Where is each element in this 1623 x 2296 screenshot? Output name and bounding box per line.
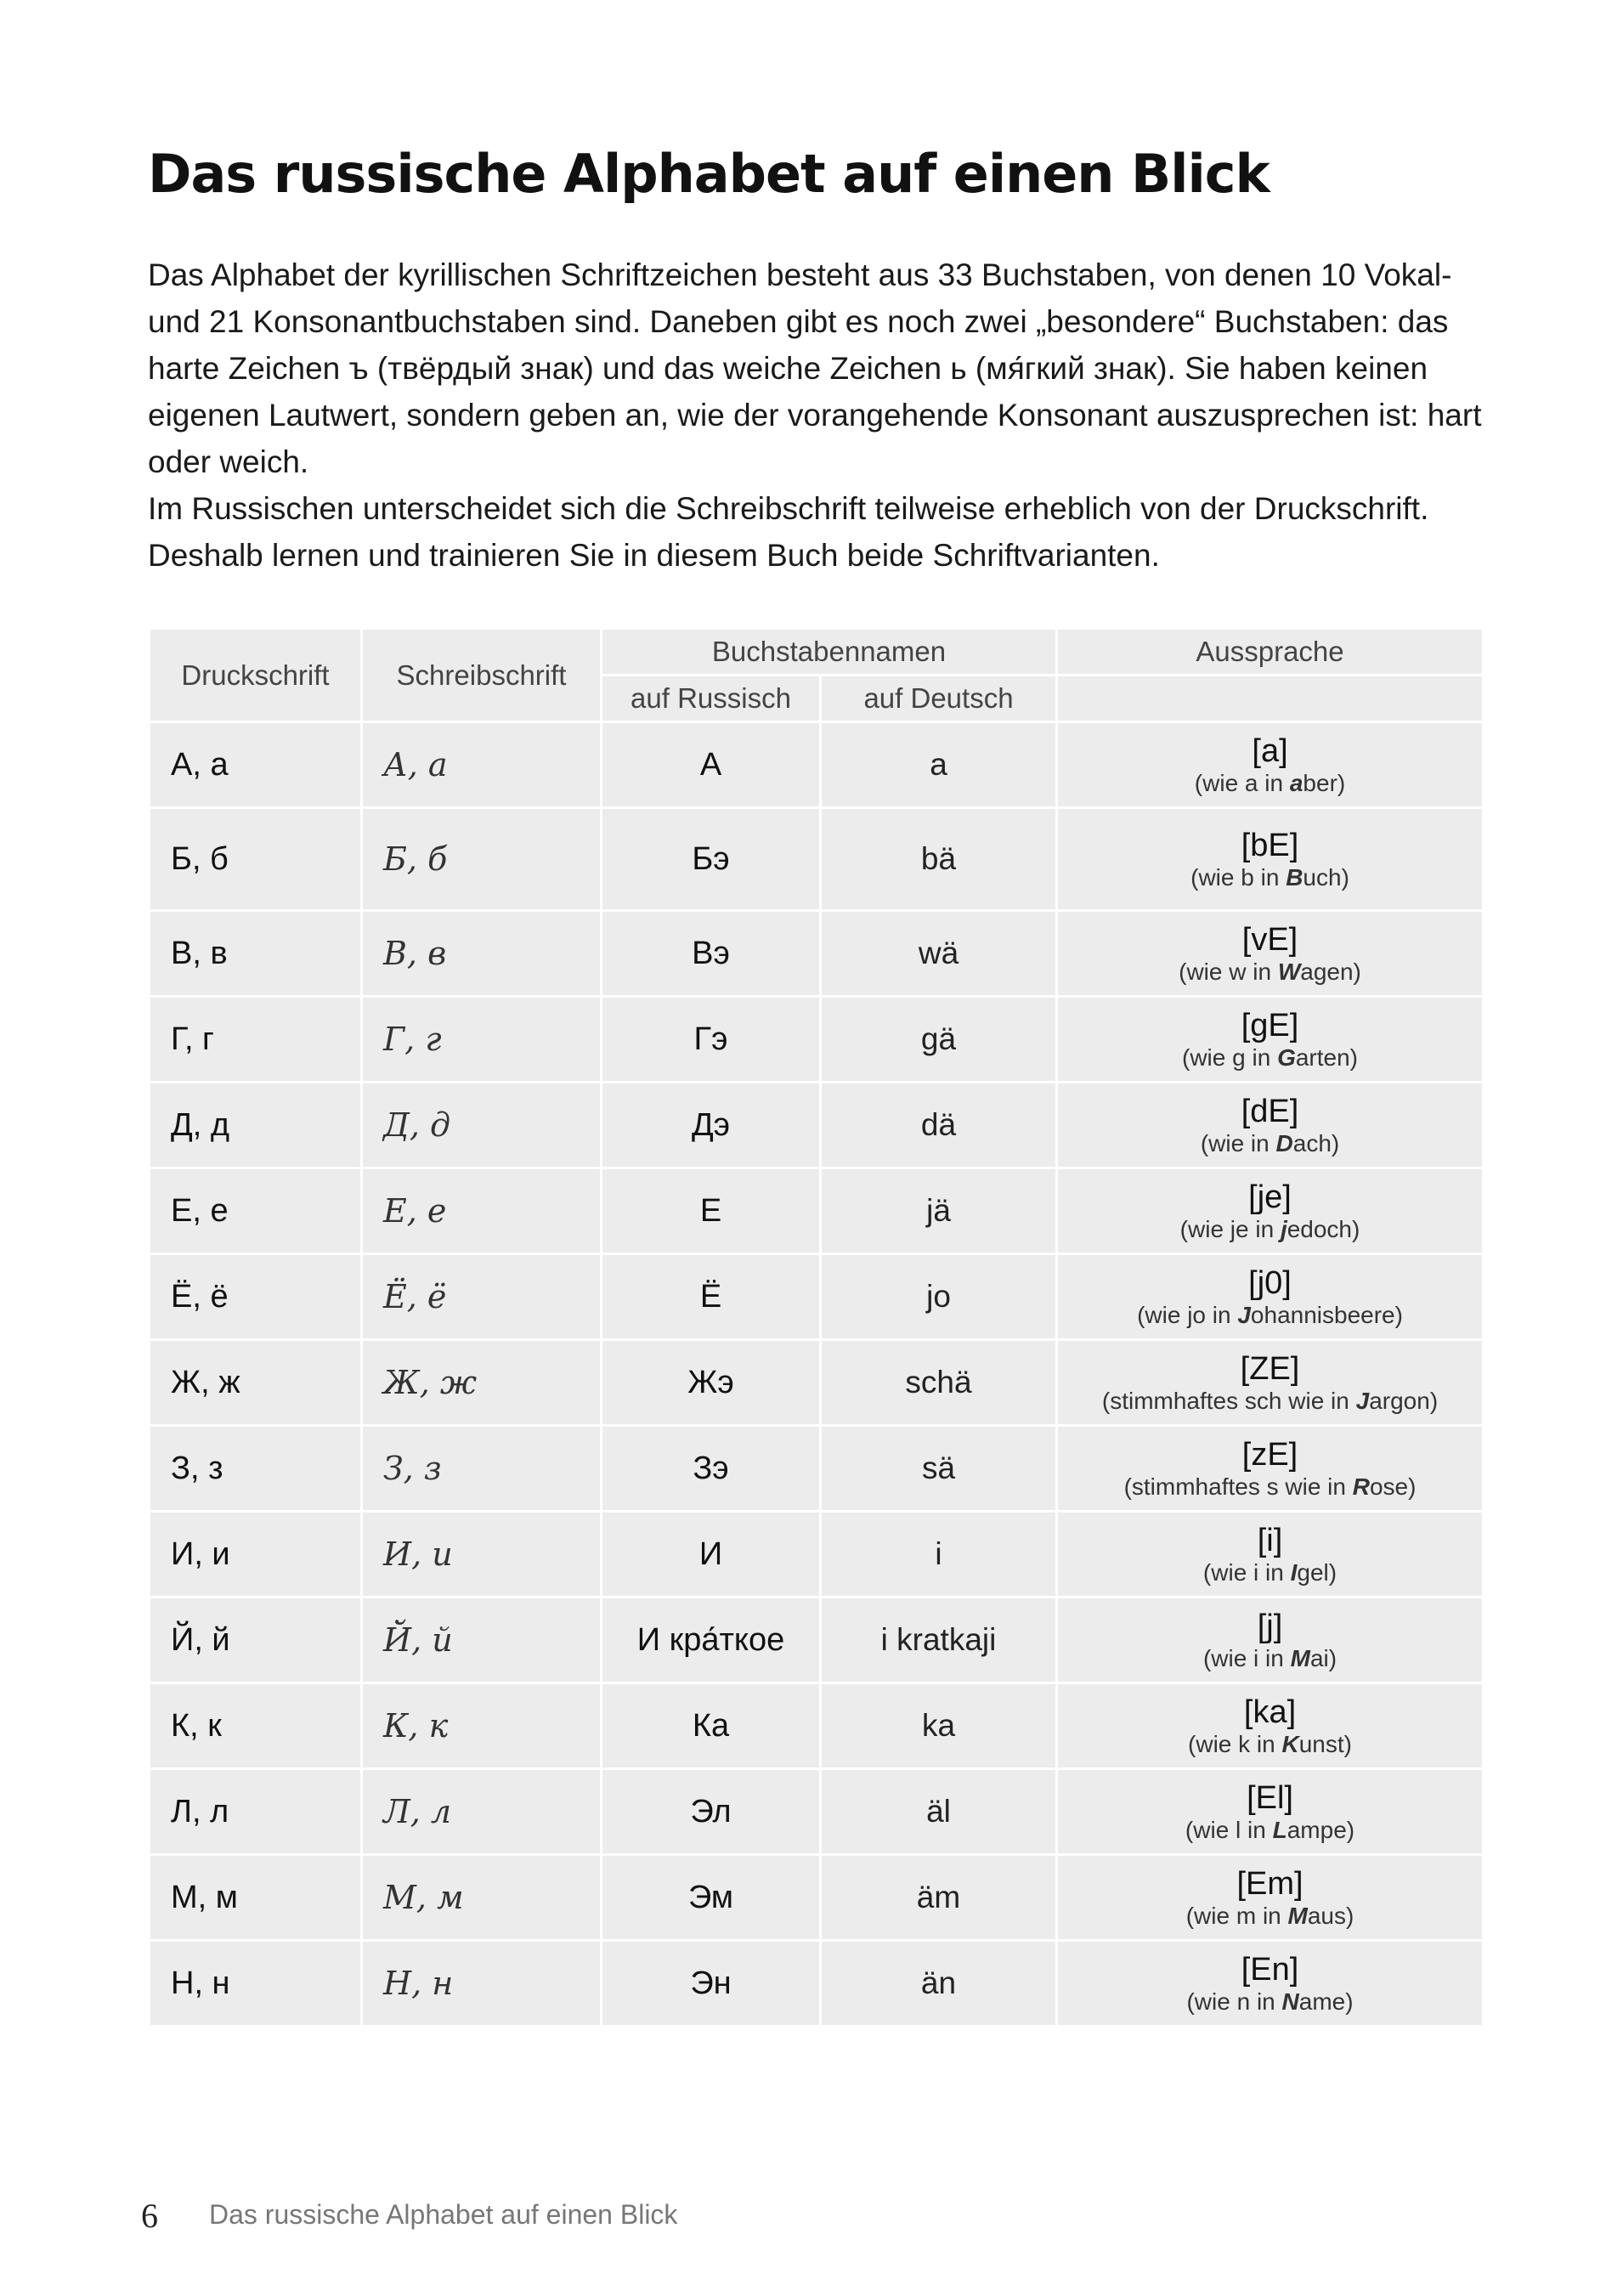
hint-bold-letter: J <box>1355 1388 1370 1414</box>
pronunciation-ipa: [Em] <box>1236 1866 1303 1902</box>
hint-bold-letter: M <box>1290 1645 1310 1671</box>
hint-bold-letter: J <box>1237 1302 1251 1328</box>
script-letter: М, м <box>362 1855 602 1941</box>
header-letter-names: Buchstabennamen <box>602 629 1057 676</box>
hint-text: gel) <box>1297 1559 1337 1586</box>
script-letter: Н, н <box>362 1941 602 2027</box>
pronunciation-hint <box>1058 1645 1482 1672</box>
pronunciation-ipa: [En] <box>1241 1952 1299 1988</box>
pronunciation-cell <box>1057 808 1484 911</box>
pronunciation-hint <box>1058 864 1482 891</box>
pronunciation-hint <box>1058 1903 1482 1930</box>
name-german: äm <box>821 1855 1057 1941</box>
table-row <box>150 808 1484 911</box>
table-row <box>150 1855 1484 1941</box>
name-russian: Эл <box>602 1769 821 1855</box>
print-letter: З, з <box>150 1426 362 1512</box>
print-letter: Г, г <box>150 997 362 1083</box>
name-russian: Ё <box>602 1254 821 1340</box>
hint-text: ampe) <box>1287 1817 1355 1843</box>
hint-text: (wie a in <box>1194 770 1290 796</box>
hint-text: (wie i in <box>1202 1559 1291 1586</box>
script-letter: Д, д <box>362 1083 602 1168</box>
table-row <box>150 1769 1484 1855</box>
name-german: dä <box>821 1083 1057 1168</box>
print-letter: Ё, ё <box>150 1254 362 1340</box>
script-letter: Л, л <box>362 1769 602 1855</box>
hint-text: arten) <box>1295 1044 1358 1071</box>
name-russian: Эн <box>602 1941 821 2027</box>
alphabet-table <box>148 627 1484 2027</box>
table-row <box>150 1941 1484 2027</box>
pronunciation-ipa: [je] <box>1248 1179 1292 1215</box>
script-letter: А, а <box>362 722 602 808</box>
pronunciation-hint <box>1058 1044 1482 1072</box>
print-letter: В, в <box>150 911 362 997</box>
pronunciation-ipa: [gE] <box>1241 1008 1299 1043</box>
print-letter: Е, е <box>150 1168 362 1254</box>
print-letter: Б, б <box>150 808 362 911</box>
table-row <box>150 1254 1484 1340</box>
hint-text: uch) <box>1303 864 1349 891</box>
pronunciation-cell <box>1057 1512 1484 1598</box>
hard-sign-term: ъ (твёрдый знак) <box>348 351 594 386</box>
pronunciation-ipa: [El] <box>1247 1780 1293 1816</box>
pronunciation-cell <box>1057 1598 1484 1683</box>
intro-text-part: Das Alphabet der kyrillischen Schriftzeichen besteht aus 33 Buchstaben, von denen 10 Vokal- und 21 Konsonantbuchstaben sind. Daneben gibt es noch zwei „besondere“ Buchstaben: das harte Zeichen <box>148 257 1452 386</box>
hint-bold-letter: j <box>1280 1216 1287 1242</box>
name-russian: Е <box>602 1168 821 1254</box>
script-letter: И, и <box>362 1512 602 1598</box>
print-letter: Д, д <box>150 1083 362 1168</box>
name-russian: А <box>602 722 821 808</box>
print-letter: К, к <box>150 1683 362 1769</box>
pronunciation-cell <box>1057 1769 1484 1855</box>
print-letter: Л, л <box>150 1769 362 1855</box>
hint-text: agen) <box>1300 959 1361 985</box>
hint-text: (wie je in <box>1179 1216 1281 1242</box>
hint-bold-letter: I <box>1290 1559 1298 1586</box>
hint-text: (stimmhaftes sch wie in <box>1101 1388 1356 1414</box>
hint-bold-letter: K <box>1281 1731 1299 1757</box>
name-german: äl <box>821 1769 1057 1855</box>
hint-text: (wie in <box>1200 1130 1276 1156</box>
name-german: jä <box>821 1168 1057 1254</box>
name-german: wä <box>821 911 1057 997</box>
name-german: gä <box>821 997 1057 1083</box>
name-german: schä <box>821 1340 1057 1426</box>
pronunciation-cell <box>1057 911 1484 997</box>
pronunciation-cell <box>1057 1083 1484 1168</box>
name-russian: Вэ <box>602 911 821 997</box>
print-letter: А, а <box>150 722 362 808</box>
table-row <box>150 1598 1484 1683</box>
table-row <box>150 911 1484 997</box>
pronunciation-hint <box>1058 959 1482 986</box>
pronunciation-cell <box>1057 1168 1484 1254</box>
hint-text: ai) <box>1309 1645 1337 1671</box>
pronunciation-cell <box>1057 722 1484 808</box>
table-row <box>150 1683 1484 1769</box>
header-print: Druckschrift <box>150 629 362 722</box>
table-row <box>150 997 1484 1083</box>
pronunciation-hint <box>1058 1731 1482 1758</box>
pronunciation-hint <box>1058 1216 1482 1243</box>
name-russian: Жэ <box>602 1340 821 1426</box>
name-german: sä <box>821 1426 1057 1512</box>
pronunciation-hint <box>1058 1302 1482 1329</box>
pronunciation-hint <box>1058 1388 1482 1415</box>
hint-text: (wie g in <box>1182 1044 1278 1071</box>
page-number: 6 <box>141 2197 158 2235</box>
hint-bold-letter: R <box>1352 1473 1370 1500</box>
name-german: jo <box>821 1254 1057 1340</box>
print-letter: И, и <box>150 1512 362 1598</box>
script-letter: Е, е <box>362 1168 602 1254</box>
hint-text: (wie l in <box>1185 1817 1273 1843</box>
pronunciation-cell <box>1057 1340 1484 1426</box>
name-russian: Бэ <box>602 808 821 911</box>
intro-paragraph-2: Im Russischen unterscheidet sich die Schreibschrift teilweise erheblich von der Druckschrift. Deshalb lernen und trainieren Sie in diesem Buch beide Schriftvarianten. <box>148 491 1429 573</box>
intro-text <box>148 252 1507 579</box>
name-german: a <box>821 722 1057 808</box>
pronunciation-cell <box>1057 997 1484 1083</box>
pronunciation-ipa: [i] <box>1257 1523 1283 1558</box>
intro-paragraph-1 <box>148 252 1507 485</box>
print-letter: Ж, ж <box>150 1340 362 1426</box>
pronunciation-ipa: [a] <box>1252 733 1288 769</box>
hint-text: (wie w in <box>1179 959 1278 985</box>
pronunciation-ipa: [j] <box>1257 1609 1283 1644</box>
header-script: Schreibschrift <box>362 629 602 722</box>
intro-text-part: . Sie haben keinen eigenen Lautwert, sondern geben an, wie der vorangehende Konsonant auszusprechen ist: hart oder weich. <box>148 351 1482 479</box>
hint-bold-letter: M <box>1287 1903 1308 1929</box>
hint-text: (wie jo in <box>1137 1302 1238 1328</box>
pronunciation-ipa: [vE] <box>1241 922 1298 958</box>
running-head: Das russische Alphabet auf einen Blick <box>209 2199 678 2230</box>
hint-text: argon) <box>1369 1388 1439 1414</box>
table-row <box>150 1512 1484 1598</box>
name-russian: Гэ <box>602 997 821 1083</box>
hint-text: ose) <box>1369 1473 1417 1500</box>
name-russian: Эм <box>602 1855 821 1941</box>
name-german: ka <box>821 1683 1057 1769</box>
pronunciation-ipa: [dE] <box>1241 1094 1299 1129</box>
name-russian: Зэ <box>602 1426 821 1512</box>
header-pronunciation: Aussprache <box>1057 629 1484 676</box>
header-german: auf Deutsch <box>821 676 1057 722</box>
hint-text: edoch) <box>1287 1216 1360 1242</box>
script-letter: Ё, ё <box>362 1254 602 1340</box>
hint-bold-letter: N <box>1281 1988 1299 2015</box>
hint-text: ber) <box>1303 770 1346 796</box>
name-russian: И <box>602 1512 821 1598</box>
pronunciation-ipa: [zE] <box>1241 1437 1298 1473</box>
print-letter: Н, н <box>150 1941 362 2027</box>
script-letter: Б, б <box>362 808 602 911</box>
name-german: bä <box>821 808 1057 911</box>
header-russian: auf Russisch <box>602 676 821 722</box>
name-german: i <box>821 1512 1057 1598</box>
hint-text: unst) <box>1298 1731 1352 1757</box>
page-title: Das russische Alphabet auf einen Blick <box>148 143 1270 205</box>
hint-text: ach) <box>1292 1130 1340 1156</box>
pronunciation-hint <box>1058 1559 1482 1586</box>
hint-text: (stimmhaftes s wie in <box>1123 1473 1353 1500</box>
script-letter: В, в <box>362 911 602 997</box>
print-letter: М, м <box>150 1855 362 1941</box>
pronunciation-cell <box>1057 1941 1484 2027</box>
table-row <box>150 1168 1484 1254</box>
hint-text: aus) <box>1307 1903 1354 1929</box>
name-russian: И кра́ткое <box>602 1598 821 1683</box>
pronunciation-hint <box>1058 1988 1482 2016</box>
soft-sign-term: ь (мя́гкий знак) <box>950 351 1168 386</box>
header-pronunciation-blank <box>1057 676 1484 722</box>
pronunciation-ipa: [ka] <box>1243 1694 1297 1730</box>
name-german: i kratkaji <box>821 1598 1057 1683</box>
pronunciation-hint <box>1058 1473 1482 1501</box>
name-russian: Дэ <box>602 1083 821 1168</box>
pronunciation-cell <box>1057 1683 1484 1769</box>
hint-text: (wie n in <box>1186 1988 1282 2015</box>
hint-bold-letter: G <box>1277 1044 1296 1071</box>
intro-text-part: und das weiche Zeichen <box>593 351 951 386</box>
name-russian: Ка <box>602 1683 821 1769</box>
hint-bold-letter: L <box>1272 1817 1287 1843</box>
pronunciation-ipa: [j0] <box>1248 1265 1292 1301</box>
table-row <box>150 1083 1484 1168</box>
pronunciation-cell <box>1057 1855 1484 1941</box>
hint-bold-letter: W <box>1277 959 1301 985</box>
script-letter: Г, г <box>362 997 602 1083</box>
hint-bold-letter: B <box>1286 864 1303 891</box>
script-letter: Й, й <box>362 1598 602 1683</box>
pronunciation-cell <box>1057 1426 1484 1512</box>
hint-text: (wie b in <box>1190 864 1287 891</box>
print-letter: Й, й <box>150 1598 362 1683</box>
table-row <box>150 1426 1484 1512</box>
table-row <box>150 1340 1484 1426</box>
pronunciation-ipa: [ZE] <box>1240 1351 1300 1387</box>
pronunciation-hint <box>1058 1817 1482 1844</box>
script-letter: Ж, ж <box>362 1340 602 1426</box>
script-letter: З, з <box>362 1426 602 1512</box>
script-letter: К, к <box>362 1683 602 1769</box>
hint-text: (wie k in <box>1188 1731 1282 1757</box>
pronunciation-hint <box>1058 770 1482 797</box>
hint-text: ohannisbeere) <box>1250 1302 1403 1328</box>
alphabet-table-body <box>150 722 1484 2027</box>
pronunciation-cell <box>1057 1254 1484 1340</box>
table-row <box>150 722 1484 808</box>
hint-text: ame) <box>1298 1988 1354 2015</box>
hint-bold-letter: D <box>1275 1130 1293 1156</box>
name-german: än <box>821 1941 1057 2027</box>
hint-bold-letter: a <box>1289 770 1303 796</box>
pronunciation-hint <box>1058 1130 1482 1157</box>
hint-text: (wie i in <box>1202 1645 1291 1671</box>
hint-text: (wie m in <box>1185 1903 1288 1929</box>
pronunciation-ipa: [bE] <box>1241 828 1299 863</box>
